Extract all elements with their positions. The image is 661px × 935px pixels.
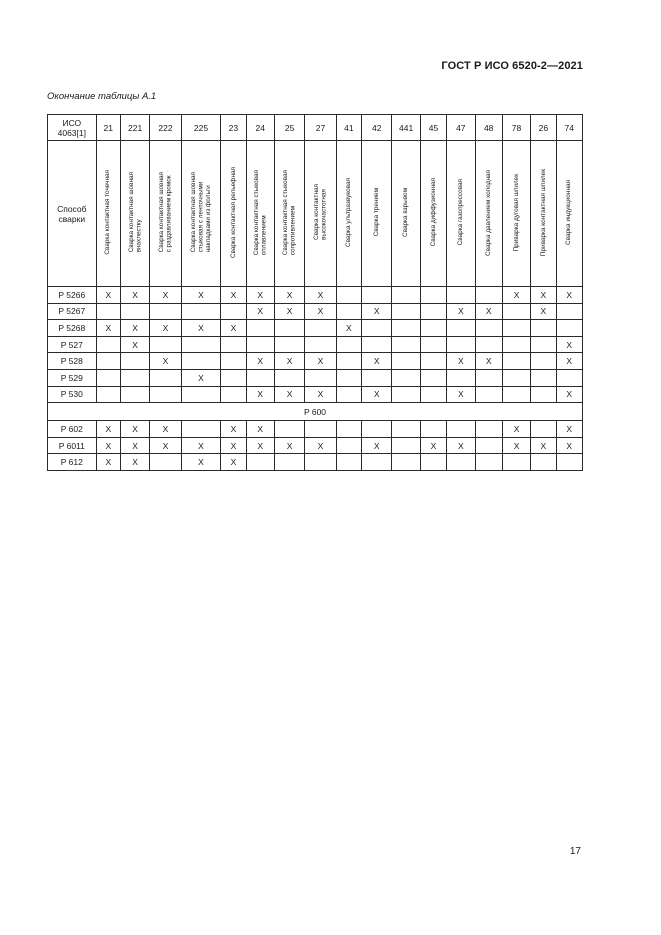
mark-cell: [502, 320, 530, 337]
group-row: [48, 403, 583, 421]
process-name-label: [345, 178, 353, 247]
mark-cell: X: [246, 353, 274, 370]
mark-cell: [120, 353, 149, 370]
mark-cell: X: [246, 386, 274, 403]
process-name-label: [190, 172, 213, 252]
process-name-cell: [475, 141, 502, 287]
mark-cell: X: [447, 437, 475, 454]
mark-cell: [502, 336, 530, 353]
mark-cell: [362, 421, 392, 438]
mark-cell: X: [150, 421, 181, 438]
row-label: P 5268: [48, 320, 97, 337]
mark-cell: X: [556, 353, 582, 370]
mark-cell: [150, 369, 181, 386]
mark-cell: [221, 353, 246, 370]
mark-cell: [336, 369, 361, 386]
mark-cell: [475, 369, 502, 386]
process-name-cell: [305, 141, 336, 287]
mark-cell: [447, 336, 475, 353]
mark-cell: [221, 386, 246, 403]
mark-cell: [96, 336, 120, 353]
table-row: [48, 386, 583, 403]
mark-cell: [221, 303, 246, 320]
mark-cell: [475, 287, 502, 304]
iso-code-cell: 78: [502, 115, 530, 141]
iso-code-row: [48, 115, 583, 141]
mark-cell: [120, 369, 149, 386]
mark-cell: X: [362, 353, 392, 370]
process-name-cell: [120, 141, 149, 287]
method-header-line: сварки: [58, 213, 86, 224]
mark-cell: [420, 421, 446, 438]
mark-cell: [362, 369, 392, 386]
table-row: [48, 287, 583, 304]
process-name-label: [230, 167, 238, 258]
table-row: [48, 369, 583, 386]
iso-header-line: 4063[1]: [57, 127, 86, 138]
mark-cell: [531, 336, 556, 353]
process-name-cell: [531, 141, 556, 287]
mark-cell: [531, 386, 556, 403]
iso-code-cell: 27: [305, 115, 336, 141]
mark-cell: [556, 303, 582, 320]
mark-cell: [447, 454, 475, 471]
mark-cell: [96, 303, 120, 320]
mark-cell: [221, 336, 246, 353]
mark-cell: [305, 454, 336, 471]
process-name-line: Приварка контактная шпилек: [539, 168, 547, 257]
mark-cell: [502, 303, 530, 320]
mark-cell: [274, 369, 304, 386]
mark-cell: [531, 369, 556, 386]
process-name-line: внахлестку: [135, 219, 143, 253]
mark-cell: X: [305, 386, 336, 403]
mark-cell: [502, 386, 530, 403]
mark-cell: X: [274, 386, 304, 403]
mark-cell: X: [221, 437, 246, 454]
mark-cell: [336, 386, 361, 403]
mark-cell: X: [305, 353, 336, 370]
mark-cell: [420, 320, 446, 337]
mark-cell: X: [96, 437, 120, 454]
iso-header-line: ИСО: [62, 117, 82, 128]
process-name-cell: [336, 141, 361, 287]
mark-cell: X: [150, 287, 181, 304]
mark-cell: [336, 437, 361, 454]
mark-cell: [274, 421, 304, 438]
mark-cell: [420, 454, 446, 471]
process-name-line: Сварка контактная шовная: [127, 172, 135, 253]
iso-code-cell: 441: [392, 115, 420, 141]
iso-code-cell: 45: [420, 115, 446, 141]
mark-cell: X: [246, 437, 274, 454]
mark-cell: X: [181, 287, 221, 304]
mark-cell: [336, 303, 361, 320]
iso-code-cell: 222: [150, 115, 181, 141]
process-name-line: накладками из фольги: [204, 185, 212, 253]
table-row: [48, 336, 583, 353]
process-name-line: Сварка контактная шовная: [157, 172, 165, 253]
process-name-cell: [246, 141, 274, 287]
mark-cell: X: [221, 454, 246, 471]
mark-cell: [336, 287, 361, 304]
mark-cell: [246, 454, 274, 471]
mark-cell: [556, 369, 582, 386]
process-name-label: [540, 169, 548, 256]
mark-cell: [362, 287, 392, 304]
mark-cell: [362, 454, 392, 471]
row-label: P 5267: [48, 303, 97, 320]
mark-cell: X: [96, 454, 120, 471]
mark-cell: [502, 369, 530, 386]
mark-cell: [420, 386, 446, 403]
mark-cell: [362, 336, 392, 353]
mark-cell: [531, 421, 556, 438]
mark-cell: [96, 386, 120, 403]
group-label: P 600: [48, 403, 583, 421]
mark-cell: [392, 336, 420, 353]
mark-cell: [420, 369, 446, 386]
process-name-cell: [447, 141, 475, 287]
mark-cell: [392, 353, 420, 370]
mark-cell: X: [120, 336, 149, 353]
process-name-cell: [96, 141, 120, 287]
mark-cell: [447, 320, 475, 337]
mark-cell: X: [447, 303, 475, 320]
mark-cell: [531, 454, 556, 471]
mark-cell: [181, 386, 221, 403]
mark-cell: X: [120, 421, 149, 438]
process-name-line: Сварка контактная точечная: [104, 170, 112, 255]
page-number: 17: [569, 846, 581, 857]
mark-cell: [336, 454, 361, 471]
mark-cell: [362, 320, 392, 337]
mark-cell: [556, 454, 582, 471]
mark-cell: [475, 454, 502, 471]
mark-cell: [420, 303, 446, 320]
mark-cell: X: [274, 287, 304, 304]
mark-cell: X: [556, 421, 582, 438]
mark-cell: [475, 320, 502, 337]
process-name-label: [313, 184, 328, 240]
process-name-cell: [392, 141, 420, 287]
process-name-line: Сварка взрывом: [402, 188, 410, 237]
iso-code-cell: 24: [246, 115, 274, 141]
mark-cell: [274, 320, 304, 337]
process-name-line: Сварка давлением холодная: [484, 169, 492, 256]
row-label: P 530: [48, 386, 97, 403]
mark-cell: [150, 336, 181, 353]
iso-code-cell: 225: [181, 115, 221, 141]
mark-cell: X: [96, 287, 120, 304]
mark-cell: [531, 353, 556, 370]
mark-cell: [556, 320, 582, 337]
row-label: P 6011: [48, 437, 97, 454]
mark-cell: [392, 386, 420, 403]
process-name-row: [48, 141, 583, 287]
mark-cell: X: [531, 303, 556, 320]
mark-cell: X: [502, 421, 530, 438]
mark-cell: X: [362, 437, 392, 454]
row-label: P 527: [48, 336, 97, 353]
iso-code-cell: 74: [556, 115, 582, 141]
mark-cell: X: [246, 287, 274, 304]
mark-cell: [246, 369, 274, 386]
process-name-cell: [181, 141, 221, 287]
process-name-line: Сварка контактная рельефная: [229, 166, 237, 259]
mark-cell: [150, 303, 181, 320]
mark-cell: X: [305, 287, 336, 304]
table-row: [48, 353, 583, 370]
process-name-line: Сварка индукционная: [565, 180, 573, 245]
table-row: [48, 437, 583, 454]
process-name-line: стыковая с ленточными: [197, 181, 205, 253]
mark-cell: X: [447, 386, 475, 403]
mark-cell: [96, 369, 120, 386]
process-name-cell: [150, 141, 181, 287]
mark-cell: X: [447, 353, 475, 370]
table-row: [48, 454, 583, 471]
method-header-cell: [48, 141, 97, 287]
mark-cell: [502, 454, 530, 471]
mark-cell: X: [531, 437, 556, 454]
process-name-cell: [362, 141, 392, 287]
mark-cell: [392, 437, 420, 454]
mark-cell: [336, 421, 361, 438]
process-name-line: Сварка диффузионная: [429, 178, 437, 247]
mark-cell: X: [475, 353, 502, 370]
mark-cell: [531, 320, 556, 337]
mark-cell: [392, 303, 420, 320]
mark-cell: X: [120, 320, 149, 337]
mark-cell: X: [181, 369, 221, 386]
mark-cell: [305, 421, 336, 438]
method-header-line: Способ: [57, 203, 87, 214]
mark-cell: [420, 353, 446, 370]
process-name-label: [128, 172, 143, 252]
mark-cell: X: [96, 320, 120, 337]
process-name-label: [513, 174, 521, 251]
mark-cell: [392, 369, 420, 386]
process-name-label: [373, 188, 381, 236]
row-label: P 612: [48, 454, 97, 471]
compatibility-table: [47, 114, 583, 471]
mark-cell: X: [531, 287, 556, 304]
mark-cell: [181, 336, 221, 353]
mark-cell: [120, 386, 149, 403]
mark-cell: [475, 421, 502, 438]
mark-cell: [475, 386, 502, 403]
process-name-line: оплавлением: [260, 215, 268, 256]
row-label: P 5266: [48, 287, 97, 304]
process-name-line: Сварка контактная шовная: [189, 172, 197, 253]
iso-code-cell: 41: [336, 115, 361, 141]
mark-cell: [181, 303, 221, 320]
process-name-line: сопротивлением: [289, 205, 297, 256]
iso-code-cell: 23: [221, 115, 246, 141]
process-name-line: Сварка газопрессовая: [457, 179, 465, 246]
mark-cell: [336, 353, 361, 370]
mark-cell: [447, 369, 475, 386]
process-name-cell: [556, 141, 582, 287]
process-name-line: Сварка ультразвуковая: [345, 177, 353, 248]
row-label: P 602: [48, 421, 97, 438]
mark-cell: X: [502, 437, 530, 454]
mark-cell: [246, 336, 274, 353]
mark-cell: [502, 353, 530, 370]
mark-cell: X: [475, 303, 502, 320]
table-row: [48, 421, 583, 438]
process-name-label: [565, 180, 573, 245]
mark-cell: X: [120, 454, 149, 471]
process-name-line: высокочастотная: [320, 189, 328, 241]
mark-cell: X: [556, 287, 582, 304]
mark-cell: [305, 369, 336, 386]
process-name-line: Сварка контактная стыковая: [252, 169, 260, 256]
mark-cell: [305, 336, 336, 353]
mark-cell: [150, 454, 181, 471]
process-name-label: [253, 170, 268, 255]
process-name-label: [485, 170, 493, 256]
mark-cell: X: [274, 437, 304, 454]
process-name-label: [104, 170, 112, 255]
mark-cell: [475, 437, 502, 454]
mark-cell: [221, 369, 246, 386]
mark-cell: [392, 320, 420, 337]
iso-code-cell: 25: [274, 115, 304, 141]
mark-cell: [392, 287, 420, 304]
iso-code-cell: 42: [362, 115, 392, 141]
table-row: [48, 320, 583, 337]
mark-cell: X: [305, 437, 336, 454]
mark-cell: X: [336, 320, 361, 337]
process-name-cell: [420, 141, 446, 287]
mark-cell: X: [120, 287, 149, 304]
mark-cell: X: [556, 336, 582, 353]
standard-code: ГОСТ Р ИСО 6520-2—2021: [441, 60, 583, 72]
mark-cell: [392, 454, 420, 471]
mark-cell: [392, 421, 420, 438]
process-name-line: Сварка трением: [372, 188, 380, 237]
mark-cell: [246, 320, 274, 337]
mark-cell: X: [502, 287, 530, 304]
iso-header-cell: [48, 115, 97, 141]
process-name-label: [457, 179, 465, 245]
row-label: P 529: [48, 369, 97, 386]
mark-cell: X: [420, 437, 446, 454]
iso-code-cell: 26: [531, 115, 556, 141]
mark-cell: X: [305, 303, 336, 320]
mark-cell: [420, 336, 446, 353]
mark-cell: [120, 303, 149, 320]
mark-cell: X: [556, 386, 582, 403]
mark-cell: X: [150, 320, 181, 337]
mark-cell: X: [150, 437, 181, 454]
mark-cell: X: [274, 353, 304, 370]
mark-cell: X: [221, 421, 246, 438]
process-name-cell: [221, 141, 246, 287]
mark-cell: X: [362, 386, 392, 403]
mark-cell: X: [96, 421, 120, 438]
mark-cell: [274, 454, 304, 471]
mark-cell: [447, 421, 475, 438]
mark-cell: X: [246, 421, 274, 438]
process-name-label: [430, 178, 438, 246]
mark-cell: X: [221, 287, 246, 304]
process-name-cell: [502, 141, 530, 287]
table-caption: Окончание таблицы А.1: [47, 91, 157, 102]
row-label: P 528: [48, 353, 97, 370]
process-name-line: с раздавливанием кромок: [165, 175, 173, 253]
process-name-label: [402, 188, 410, 237]
mark-cell: [447, 287, 475, 304]
mark-cell: X: [181, 454, 221, 471]
mark-cell: X: [181, 437, 221, 454]
iso-code-cell: 47: [447, 115, 475, 141]
table-row: [48, 303, 583, 320]
process-name-line: Сварка контактная стыковая: [282, 169, 290, 256]
mark-cell: [475, 336, 502, 353]
mark-cell: X: [556, 437, 582, 454]
iso-code-cell: 48: [475, 115, 502, 141]
mark-cell: X: [120, 437, 149, 454]
mark-cell: X: [150, 353, 181, 370]
mark-cell: [150, 386, 181, 403]
mark-cell: [274, 336, 304, 353]
mark-cell: X: [274, 303, 304, 320]
iso-code-cell: 221: [120, 115, 149, 141]
mark-cell: X: [181, 320, 221, 337]
iso-code-cell: 21: [96, 115, 120, 141]
process-name-label: [282, 170, 297, 255]
mark-cell: [181, 353, 221, 370]
process-name-cell: [274, 141, 304, 287]
mark-cell: X: [221, 320, 246, 337]
mark-cell: X: [362, 303, 392, 320]
process-name-label: [158, 172, 173, 252]
mark-cell: X: [246, 303, 274, 320]
process-name-line: Приварка дуговая шпилек: [512, 173, 520, 252]
mark-cell: [305, 320, 336, 337]
mark-cell: [96, 353, 120, 370]
mark-cell: [336, 336, 361, 353]
mark-cell: [181, 421, 221, 438]
mark-cell: [420, 287, 446, 304]
process-name-line: Сварка контактная: [312, 184, 320, 241]
